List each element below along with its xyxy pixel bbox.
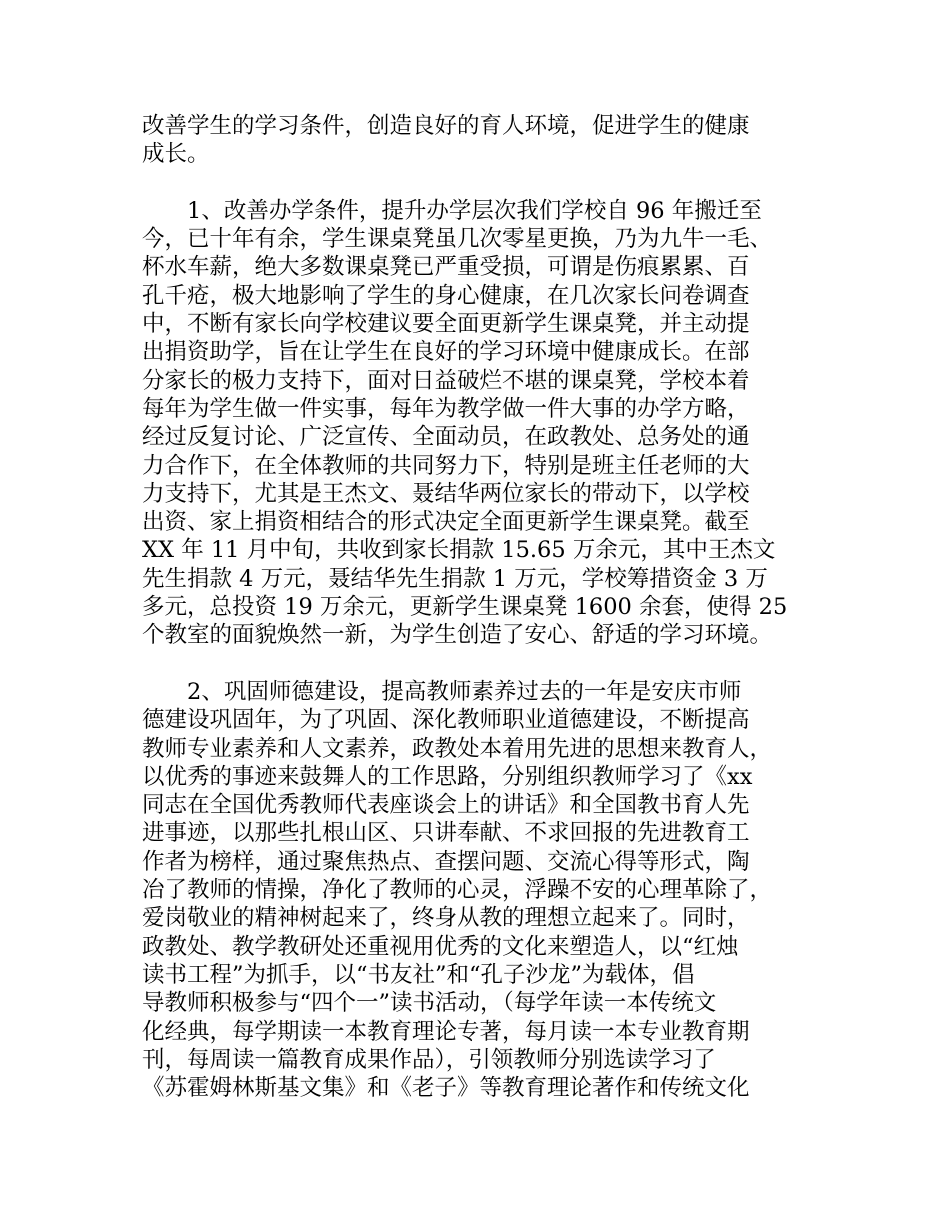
paragraph-gap: [142, 169, 832, 197]
text-line: 杯水车薪，绝大多数课桌凳已严重受损，可谓是伤痕累累、百: [142, 254, 750, 281]
text-line: 先生捐款 4 万元，聂结华先生捐款 1 万元，学校筹措资金 3 万: [142, 565, 768, 592]
text-line: 多元，总投资 19 万余元，更新学生课桌凳 1600 余套，使得 25: [142, 594, 788, 621]
text-line: 读书工程”为抓手，以“书友社”和“孔子沙龙”为载体，倡: [142, 961, 695, 988]
text-line: 成长。: [142, 141, 210, 168]
document-body: [142, 112, 832, 1102]
text-line: 分家长的极力支持下，面对日益破烂不堪的课桌凳，学校本着: [142, 367, 750, 394]
text-line: 同志在全国优秀教师代表座谈会上的讲话》和全国教书育人先: [142, 792, 750, 819]
text-line: 力合作下，在全体教师的共同努力下，特别是班主任老师的大: [142, 452, 750, 479]
text-line: XX 年 11 月中旬，共收到家长捐款 15.65 万余元，其中王杰文: [142, 537, 776, 564]
text-line: 力支持下，尤其是王杰文、聂结华两位家长的带动下，以学校: [142, 480, 750, 507]
text-line: 中，不断有家长向学校建议要全面更新学生课桌凳，并主动提: [142, 311, 750, 338]
text-line: 导教师积极参与“四个一”读书活动，（每学年读一本传统文: [142, 990, 717, 1017]
text-line: 德建设巩固年，为了巩固、深化教师职业道德建设，不断提高: [142, 707, 750, 734]
paragraph-gap: [142, 650, 832, 678]
text-line: 出资、家上捐资相结合的形式决定全面更新学生课桌凳。截至: [142, 509, 750, 536]
text-line: 进事迹，以那些扎根山区、只讲奉献、不求回报的先进教育工: [142, 820, 750, 847]
text-line: 2、巩固师德建设，提高教师素养过去的一年是安庆市师: [187, 678, 742, 705]
text-line: 化经典，每学期读一本教育理论专著，每月读一本专业教育期: [142, 1018, 750, 1045]
text-line: 经过反复讨论、广泛宣传、全面动员，在政教处、总务处的通: [142, 424, 750, 451]
text-line: 出捐资助学，旨在让学生在良好的学习环境中健康成长。在部: [142, 339, 750, 366]
text-line: 作者为榜样，通过聚焦热点、查摆问题、交流心得等形式，陶: [142, 848, 750, 875]
text-line: 以优秀的事迹来鼓舞人的工作思路，分别组织教师学习了《xx: [142, 763, 753, 790]
paragraph-1: [142, 197, 832, 650]
paragraph-2: [142, 678, 832, 1102]
text-line: 孔千疮，极大地影响了学生的身心健康，在几次家长问卷调查: [142, 282, 750, 309]
text-line: 教师专业素养和人文素养，政教处本着用先进的思想来教育人，: [142, 735, 773, 762]
text-line: 每年为学生做一件实事，每年为教学做一件大事的办学方略，: [142, 395, 750, 422]
text-line: 今，已十年有余，学生课桌凳虽几次零星更换，乃为九牛一毛、: [142, 226, 773, 253]
text-line: 冶了教师的情操，净化了教师的心灵，浮躁不安的心理革除了，: [142, 877, 773, 904]
text-line: 个教室的面貌焕然一新，为学生创造了安心、舒适的学习环境。: [142, 622, 773, 649]
intro-paragraph: [142, 112, 832, 169]
text-line: 爱岗敬业的精神树起来了，终身从教的理想立起来了。同时，: [142, 905, 750, 932]
text-line: 刊，每周读一篇教育成果作品），引领教师分别选读学习了: [142, 1046, 716, 1073]
text-line: 政教处、教学教研处还重视用优秀的文化来塑造人，以“红烛: [142, 933, 739, 960]
text-line: 1、改善办学条件，提升办学层次我们学校自 96 年搬迁至: [187, 197, 762, 224]
text-line: 《苏霍姆林斯基文集》和《老子》等教育理论著作和传统文化: [142, 1075, 750, 1102]
text-line: 改善学生的学习条件，创造良好的育人环境，促进学生的健康: [142, 113, 750, 139]
